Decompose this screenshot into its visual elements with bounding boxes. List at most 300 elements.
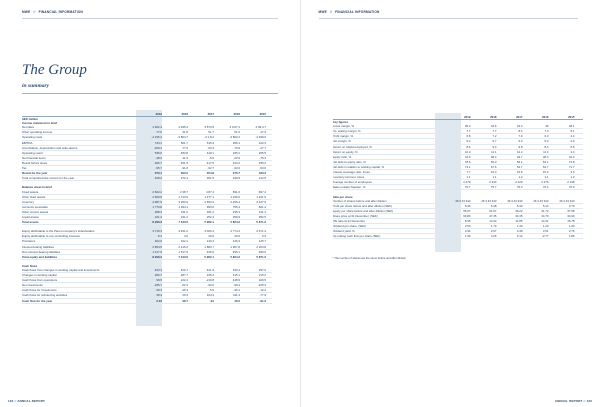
row-label: Inventory <box>22 199 34 204</box>
value-cell: 35.4 <box>464 124 471 129</box>
value-cell: 98.7 <box>182 298 188 303</box>
value-cell: 5.7 <box>492 139 497 144</box>
value-cell: 3.26 <box>490 234 497 239</box>
row-label: Dividend yield, % <box>332 229 355 234</box>
year-header: 2017 <box>207 112 214 116</box>
header-separator: // <box>33 10 36 14</box>
value-cell: 9.8 <box>518 144 523 149</box>
value-cell: 42.3 <box>568 154 575 159</box>
value-cell: 61.97 <box>489 208 497 213</box>
value-cell: 46.0 <box>234 298 240 303</box>
value-cell: 417.5 <box>206 160 214 165</box>
value-cell: 222.4 <box>180 278 188 283</box>
value-cell: 744.1 <box>154 140 162 145</box>
value-cell: 821.4 <box>258 204 266 209</box>
value-cell: 3 026.4 <box>204 229 214 234</box>
row-label: Number of shares before and after dilution <box>332 198 387 203</box>
value-cell: 287.7 <box>180 273 188 278</box>
value-cell: 231.6 <box>180 209 188 214</box>
row-label: Liquid assets <box>22 214 39 219</box>
value-cell: 140.4 <box>206 239 214 244</box>
value-cell: 1.1 <box>466 175 471 180</box>
value-cell: 34.70 <box>541 213 549 218</box>
value-cell: 65.3 <box>490 159 497 164</box>
value-cell: -63.6 <box>233 166 240 171</box>
value-cell: 993.6 <box>206 204 214 209</box>
value-cell: 46.22 <box>515 208 523 213</box>
row-label: EBITDA <box>22 140 33 145</box>
value-cell: 14.04 <box>489 218 497 223</box>
value-cell: 73.1 <box>464 164 471 169</box>
value-cell: 215.2 <box>258 273 266 278</box>
value-cell: 2 344 <box>489 180 497 185</box>
row-label: Amortisation, depreciation and write-downs <box>22 145 78 150</box>
value-cell: 265.5 <box>258 150 266 155</box>
value-cell: 74.8 <box>568 159 575 164</box>
value-cell: -99.4 <box>233 283 240 288</box>
value-cell: -63.3 <box>207 145 214 150</box>
value-cell: 352.5 <box>258 214 266 219</box>
value-cell: 47.3 <box>260 130 266 135</box>
value-cell: 3 253.9 <box>178 199 188 204</box>
value-cell: 71.7 <box>568 164 575 169</box>
row-label: Interest-bearing liabilities <box>22 244 54 249</box>
value-cell: 2 416.2 <box>178 244 188 249</box>
value-cell: 63.1 <box>542 159 549 164</box>
value-cell: 69.80 <box>463 213 471 218</box>
value-cell: 15.6 <box>516 170 523 175</box>
value-cell: -210.8 <box>205 278 214 283</box>
value-cell: 449.1 <box>206 150 214 155</box>
value-cell: 915.0 <box>206 249 214 254</box>
value-cell: 2 662.2 <box>152 189 162 194</box>
value-cell: 99.5 <box>156 278 162 283</box>
value-cell: 1.30 <box>464 234 471 239</box>
value-cell: 2.9 <box>570 139 575 144</box>
row-label: Non-interest-bearing liabilities <box>22 249 61 254</box>
row-label: Data per share <box>332 194 353 199</box>
value-cell: 2 429 <box>515 180 523 185</box>
row-label: Total equity and liabilities <box>22 254 58 259</box>
value-cell: 421.9 <box>206 268 214 272</box>
value-cell: 7.4 <box>544 129 549 134</box>
value-cell: 1.1 <box>544 175 549 180</box>
value-cell: 34.4 <box>516 124 523 129</box>
value-cell: 51.7 <box>208 130 214 135</box>
value-cell: -47.7 <box>259 145 266 150</box>
header-label-cell <box>333 115 445 119</box>
right-footer <box>555 399 592 403</box>
row-label: Inventory turnover, times <box>332 175 365 180</box>
value-cell: 4.4 <box>570 134 575 139</box>
value-cell: 1 417.9 <box>152 249 162 254</box>
value-cell: 5 962.1 <box>204 220 214 225</box>
row-label: Equity per share before and after dilution (SEK) <box>332 208 394 213</box>
value-cell: 11.1 <box>491 149 497 154</box>
value-cell: -91.3 <box>259 298 266 303</box>
value-cell: 11.85 <box>515 218 523 223</box>
value-cell: 48.4 <box>542 154 549 159</box>
row-label: Fixed assets <box>22 189 39 194</box>
value-cell: 44.9 <box>464 154 471 159</box>
value-cell: 466.7 <box>154 160 162 165</box>
row-label: Interest coverage ratio, times <box>332 170 370 175</box>
table-footnote: * The number of shares are the same before and after dilution <box>332 257 406 260</box>
value-cell: -4 499.6 <box>255 135 266 140</box>
row-label: Average number of employees <box>332 180 372 185</box>
value-cell: 3.57 <box>490 229 497 234</box>
year-header: 2018 <box>490 115 497 119</box>
page-header <box>22 6 278 19</box>
row-label: Accounts receivable <box>22 204 48 209</box>
value-cell: 403.3 <box>154 268 162 272</box>
row-label: Share price at 31 December, (SEK) <box>332 213 378 218</box>
value-cell: 29.3 <box>182 293 188 298</box>
value-cell: 297.0 <box>258 268 266 272</box>
value-cell: -185.7 <box>153 283 162 288</box>
value-cell: 1 770.8 <box>152 204 162 209</box>
value-cell: 2 38.7 <box>179 189 188 194</box>
value-cell: -48.3 <box>155 155 162 160</box>
value-cell: 1.20 <box>542 224 549 229</box>
value-cell: 2 660.5 <box>152 194 162 199</box>
row-label: Total comprehensive income for the year <box>22 176 75 181</box>
value-cell: 5 824.2 <box>230 220 240 225</box>
value-cell: -2.77 <box>541 234 549 239</box>
value-cell: -209.1 <box>153 145 162 150</box>
row-label: Cash flow for the year <box>22 298 53 303</box>
row-label: Changes in working capital <box>22 273 57 278</box>
value-cell: 5.3 <box>544 139 549 144</box>
value-cell: 408.2 <box>154 176 162 181</box>
row-label: Other operating income <box>22 130 53 135</box>
value-cell: 46 3 43 343 <box>559 198 575 203</box>
value-cell: 5 871.2 <box>256 220 266 225</box>
row-label: Balance sheet in brief <box>22 185 52 190</box>
value-cell: 37.68 <box>567 208 575 213</box>
value-cell: -77.9 <box>259 293 266 298</box>
value-cell: -70.9 <box>233 145 240 150</box>
value-cell: 15.2 <box>542 170 549 175</box>
year-header: 2019 <box>464 115 471 119</box>
value-cell: -91.8 <box>181 166 188 171</box>
value-cell: 252.4 <box>206 214 214 219</box>
value-cell: 162.1 <box>180 239 188 244</box>
value-cell: 2.76 <box>568 229 575 234</box>
value-cell: 5.32 <box>516 203 523 208</box>
value-cell: 1.86 <box>568 234 575 239</box>
value-cell: 51.0 <box>234 130 240 135</box>
row-label: Tax <box>22 166 27 171</box>
value-cell: 8.6 <box>466 144 471 149</box>
year-header: 2015 <box>568 115 575 119</box>
value-cell: 4.0 <box>183 234 188 239</box>
year-header: 2016 <box>233 112 240 116</box>
value-cell: 6.8 <box>466 134 471 139</box>
value-cell: -76.3 <box>259 155 266 160</box>
row-label: Net financial items <box>22 155 46 160</box>
value-cell: 2 496.4 <box>230 199 240 204</box>
row-label: Equity ratio, % <box>332 154 352 159</box>
value-cell: 2 854.5 <box>152 244 162 249</box>
value-cell: 3.34 <box>464 229 471 234</box>
value-cell: 34.6 <box>490 124 497 129</box>
value-cell: 3 0.67.1 <box>229 125 240 130</box>
value-cell: 46 3 43 343 <box>481 198 497 203</box>
value-cell: 46 3 43 343 <box>507 198 523 203</box>
value-cell: 76.7 <box>464 185 471 190</box>
value-cell: 48.4 <box>490 154 497 159</box>
value-cell: -4 235.4 <box>151 135 162 140</box>
value-cell: 1 421.5 <box>256 194 266 199</box>
value-cell: 64.7 <box>542 164 549 169</box>
value-cell: 5.1 <box>570 129 575 134</box>
value-cell: 1.2 <box>518 175 523 180</box>
value-cell: 333.4 <box>232 268 240 272</box>
value-cell: 8.35 <box>464 218 471 223</box>
value-cell: 2 479 <box>463 180 471 185</box>
row-label: Net investments <box>22 283 43 288</box>
value-cell: 1.1 <box>492 175 497 180</box>
value-cell: 1.70 <box>490 224 497 229</box>
value-cell: 46 3 43 343 <box>455 198 471 203</box>
value-cell: 349.9 <box>232 176 240 181</box>
row-label: Operating costs <box>22 135 43 140</box>
row-label: Result before taxes <box>22 160 47 165</box>
value-cell: 831.6 <box>232 189 240 194</box>
value-cell: -4 803.2 <box>229 135 240 140</box>
value-cell: 2 447.5 <box>256 199 266 204</box>
value-cell: 2.12 <box>156 298 162 303</box>
value-cell: 8.4 <box>518 129 523 134</box>
value-cell: 276.7 <box>232 171 240 176</box>
page-title: The Group <box>22 62 87 78</box>
value-cell: -11.9 <box>181 155 188 160</box>
value-cell: 455.2 <box>258 160 266 165</box>
value-cell: 59.1 <box>516 159 523 164</box>
value-cell: 335.2 <box>232 150 240 155</box>
value-cell: 235.3 <box>232 209 240 214</box>
row-label: Op erating cash flow per share (SEK) <box>332 234 381 239</box>
value-cell: 76.4 <box>542 185 549 190</box>
value-cell: 38.4 <box>156 293 162 298</box>
value-cell: 7.2 <box>492 134 497 139</box>
value-cell: 164.3 <box>206 293 214 298</box>
row-label: Profit per share before and after dilution (SEK) <box>332 203 392 208</box>
value-cell: -5.9 <box>209 155 214 160</box>
value-cell: 2 471.4 <box>256 229 266 234</box>
value-cell: 78.6 <box>464 159 471 164</box>
value-cell: 8 296.3 <box>152 254 162 259</box>
row-label: Net debt in relation to working capital, % <box>332 164 385 169</box>
value-cell: 699.0 <box>258 249 266 254</box>
value-cell: 4.3 <box>570 149 575 154</box>
value-cell: 6.1 <box>157 234 162 239</box>
year-header: 2015 <box>259 112 266 116</box>
value-cell: -62.3 <box>181 283 188 288</box>
value-cell: 360.0 <box>180 171 188 176</box>
value-cell: 935.1 <box>232 249 240 254</box>
value-cell: 5 824.2 <box>230 254 240 259</box>
row-label: Other current assets <box>22 209 49 214</box>
row-label: Profit margin, % <box>332 134 354 139</box>
value-cell: 34.90 <box>567 213 575 218</box>
row-label: P/E ratio at 31 December <box>332 218 365 223</box>
value-cell: 5 871.2 <box>256 254 266 259</box>
value-cell: -95.7 <box>155 166 162 171</box>
row-label: Cash flows from operations <box>22 278 58 283</box>
row-label: Return on equity, % <box>332 149 358 154</box>
value-cell: 4.48 <box>516 229 523 234</box>
value-cell: 311.3 <box>232 293 240 298</box>
value-cell: 360.7 <box>154 273 162 278</box>
value-cell: 3 716.3 <box>152 229 162 234</box>
value-cell: 41.72 <box>541 208 549 213</box>
key-figures-table <box>333 115 583 239</box>
value-cell: 12.2 <box>516 149 523 154</box>
value-cell: 356.1 <box>232 140 240 145</box>
value-cell: 313.2 <box>232 160 240 165</box>
value-cell: -49.3 <box>155 288 162 293</box>
value-cell: 1.3 <box>570 175 575 180</box>
value-cell: 3 573.5 <box>204 125 214 130</box>
value-cell: 302.6 <box>154 239 162 244</box>
value-cell: 76.3 <box>516 185 523 190</box>
value-cell: 126.3 <box>232 239 240 244</box>
value-cell: 4 87.4 <box>205 189 214 194</box>
value-cell: 75.7 <box>490 185 497 190</box>
value-cell: 5.14 <box>542 203 549 208</box>
value-cell: 7 343.6 <box>178 254 188 259</box>
table-row <box>22 299 272 304</box>
year-header: 2019 <box>155 112 162 116</box>
value-cell: 301.5 <box>206 176 214 181</box>
value-cell: 2 138 <box>567 180 575 185</box>
row-label: SEK million <box>22 117 39 122</box>
row-label: Cash flows <box>22 263 38 268</box>
value-cell: 1 477.1 <box>204 194 214 199</box>
value-cell: 1 394.1 <box>178 204 188 209</box>
footer-label: ANNUAL REPORT <box>554 399 583 403</box>
row-label: Key figures <box>332 120 349 125</box>
page-number: 132 <box>8 399 14 403</box>
row-label: Net sales <box>22 125 35 130</box>
value-cell: 11.4 <box>543 149 549 154</box>
row-label: Result for the year <box>22 171 48 176</box>
value-cell: 6.8 <box>570 144 575 149</box>
year-header: 2016 <box>542 115 549 119</box>
value-cell: 7.7 <box>492 129 497 134</box>
value-cell: 49.7 <box>516 154 523 159</box>
value-cell: 329.5 <box>258 278 266 283</box>
value-cell: 221.3 <box>154 214 162 219</box>
value-cell: 3.76 <box>568 203 575 208</box>
value-cell: 7.7 <box>466 129 471 134</box>
value-cell: 8 296.3 <box>152 220 162 225</box>
value-cell: 483.8 <box>180 150 188 155</box>
value-cell: -12.2 <box>259 288 266 293</box>
value-cell: 7 343.6 <box>178 220 188 225</box>
value-cell: 67.6 <box>490 164 497 169</box>
value-cell: 3.5 <box>570 170 575 175</box>
left-footer <box>8 399 45 403</box>
value-cell: -91 <box>209 298 214 303</box>
value-cell: 77.0 <box>156 130 162 135</box>
company-logo: MWE <box>22 10 31 14</box>
value-cell: 259.9 <box>232 214 240 219</box>
row-label: Cash flows for refinancing activities <box>22 293 68 298</box>
value-cell: 312.3 <box>258 140 266 145</box>
value-cell: 212.5 <box>258 176 266 181</box>
footer-separator: // <box>583 399 586 403</box>
value-cell: 231.2 <box>180 214 188 219</box>
value-cell: 46 <box>545 124 549 129</box>
value-cell: 1.00 <box>568 224 575 229</box>
value-cell: -92.6 <box>207 283 214 288</box>
value-cell: 448.9 <box>232 278 240 283</box>
value-cell: 4 902.4 <box>152 125 162 130</box>
value-cell: 245.2 <box>206 273 214 278</box>
row-label: Equity attributable to the Parent company's shareholders <box>22 229 95 234</box>
row-label: Dividend per share, (SEK) <box>332 224 367 229</box>
value-cell: 9.4 <box>492 144 497 149</box>
value-cell: 125.7 <box>258 239 266 244</box>
value-cell: 31.8 <box>182 130 188 135</box>
row-label: Net debt to equity ratio, % <box>332 159 366 164</box>
value-cell: 561.7 <box>180 140 188 145</box>
value-cell: 46 3 43 343 <box>533 198 549 203</box>
value-cell: -30.1 <box>233 288 240 293</box>
value-cell: 288.4 <box>154 209 162 214</box>
value-cell: 2 774.4 <box>230 229 240 234</box>
page-header <box>319 6 579 19</box>
value-cell: 3.3 <box>261 234 266 239</box>
right-page <box>301 0 600 407</box>
value-cell: 1 713.9 <box>178 194 188 199</box>
row-label: Equity attributable to non-controlling interests <box>22 234 80 239</box>
value-cell: 1 517.9 <box>178 249 188 254</box>
value-cell: 5 962.1 <box>204 254 214 259</box>
row-label: Cash flows for investments <box>22 288 57 293</box>
year-header: 2017 <box>516 115 523 119</box>
header-label-cell <box>22 112 136 116</box>
value-cell: 6.48 <box>490 203 497 208</box>
value-cell: 697.4 <box>258 189 266 194</box>
row-label: Net margin, % <box>332 139 351 144</box>
value-cell: 8.36 <box>464 203 471 208</box>
header-separator: // <box>329 10 333 14</box>
value-cell: 2 203.8 <box>256 244 266 249</box>
value-cell: 181.2 <box>206 209 214 214</box>
value-cell: -3 1.8.2 <box>204 135 214 140</box>
value-cell: 66.97 <box>463 208 471 213</box>
value-cell: 20.6 <box>234 234 240 239</box>
value-cell: 1.40 <box>516 224 523 229</box>
value-cell: 20.6 <box>208 234 214 239</box>
company-logo: MWE <box>318 10 327 14</box>
value-cell: -105.3 <box>257 283 266 288</box>
value-cell: 47.45 <box>489 213 497 218</box>
value-cell: 756.3 <box>232 204 240 209</box>
footer-separator: // <box>14 399 17 403</box>
row-label: Sales outside Sweden, % <box>332 185 366 190</box>
value-cell: 1 883.7 <box>204 244 214 249</box>
page-subtitle: in summary <box>22 83 50 89</box>
value-cell: 3.12 <box>516 234 523 239</box>
value-cell: 7.7 <box>466 170 471 175</box>
value-cell: 1 236.6 <box>230 194 240 199</box>
value-cell: -3 804.7 <box>177 135 188 140</box>
